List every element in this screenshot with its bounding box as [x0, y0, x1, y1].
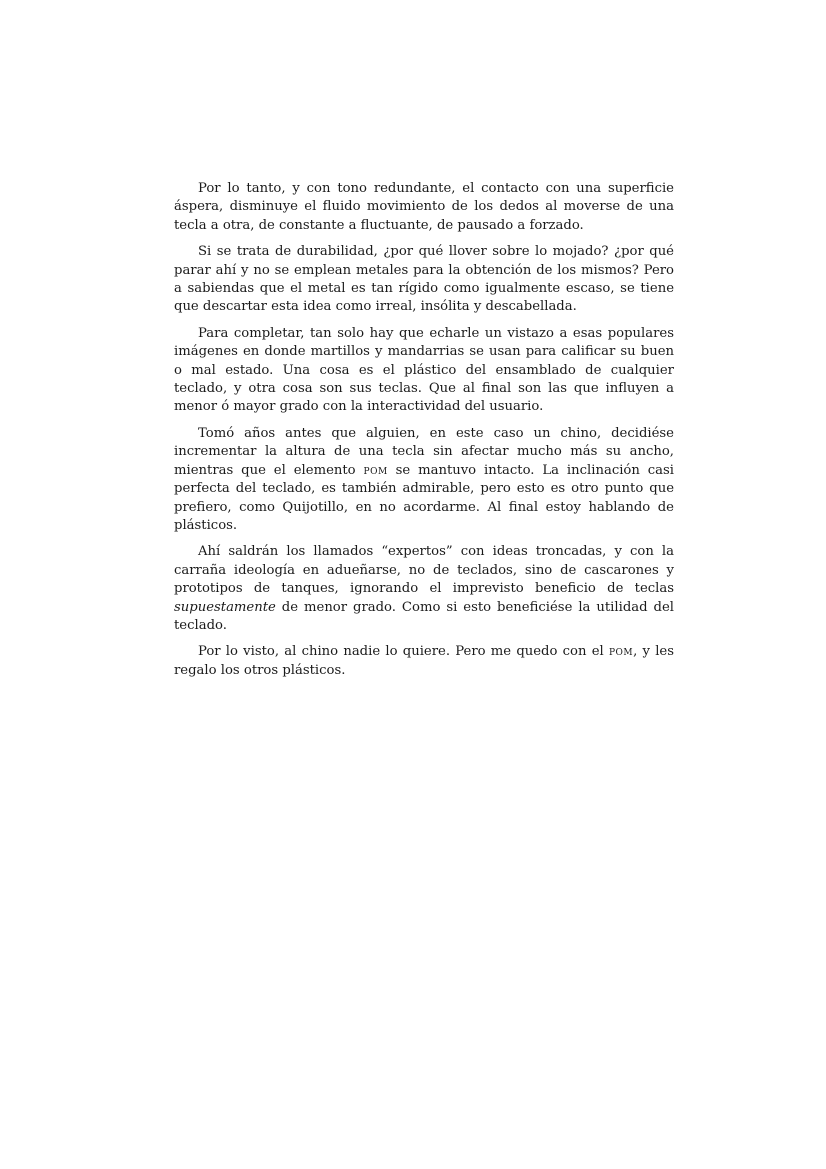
paragraph-3: Para completar, tan solo hay que echarle un vistazo a esas populares imágenes en donde martillos y mandarrias se usan para calificar su buen o mal estado. Una cosa es el plástico del ensamblado de cualquier teclado, y otra cosa son sus teclas. Que al final son las que influyen a menor ó mayor grado con la interactividad del usuario.: [174, 325, 674, 415]
paragraph-4-part-2: se mantuvo intacto. La inclinación casi perfecta del teclado, es también admirable, pero esto es otro punto que prefiero, como Quijotillo, en no acordarme. Al final estoy hablando de plásticos.: [174, 462, 674, 533]
paragraph-1: Por lo tanto, y con tono redundante, el contacto con una superficie áspera, disminuye el fluido movimiento de los dedos al moverse de una tecla a otra, de constante a fluctuante, de pausado a forzado.: [174, 181, 674, 233]
paragraph-6: [174, 643, 674, 680]
pom-abbreviation: pom: [363, 462, 388, 478]
paragraph-5-part-2: de menor grado. Como si esto beneficiése la utilidad del teclado.: [174, 599, 674, 633]
paragraph-4-part-1: Tomó años antes que alguien, en este caso un chino, decidiése incrementar la altura de una tecla sin afectar mucho más su ancho, mientras que el elemento: [174, 425, 674, 478]
emphasis-supuestamente: supuestamente: [174, 599, 276, 615]
paragraph-2: Si se trata de durabilidad, ¿por qué llover sobre lo mojado? ¿por qué parar ahí y no se emplean metales para la obtención de los mismos? Pero a sabiendas que el metal es tan rígido como igualmente escaso, se tiene que descartar esta idea como irreal, insólita y descabellada.: [174, 244, 674, 315]
paragraph-5: [174, 543, 674, 635]
paragraph-6-part-2: , y les regalo los otros plásticos.: [174, 644, 674, 678]
paragraph-5-part-1: Ahí saldrán los llamados “expertos” con ideas troncadas, y con la carraña ideología en adueñarse, no de teclados, sino de cascarones y prototipos de tanques, ignorando el imprevisto beneficio de teclas: [174, 544, 674, 597]
paragraph-4: [174, 425, 674, 535]
body-text: [174, 180, 674, 688]
pom-abbreviation: pom: [608, 644, 634, 660]
paragraph-6-part-1: Por lo visto, al chino nadie lo quiere. Pero me quedo con el: [198, 644, 609, 660]
